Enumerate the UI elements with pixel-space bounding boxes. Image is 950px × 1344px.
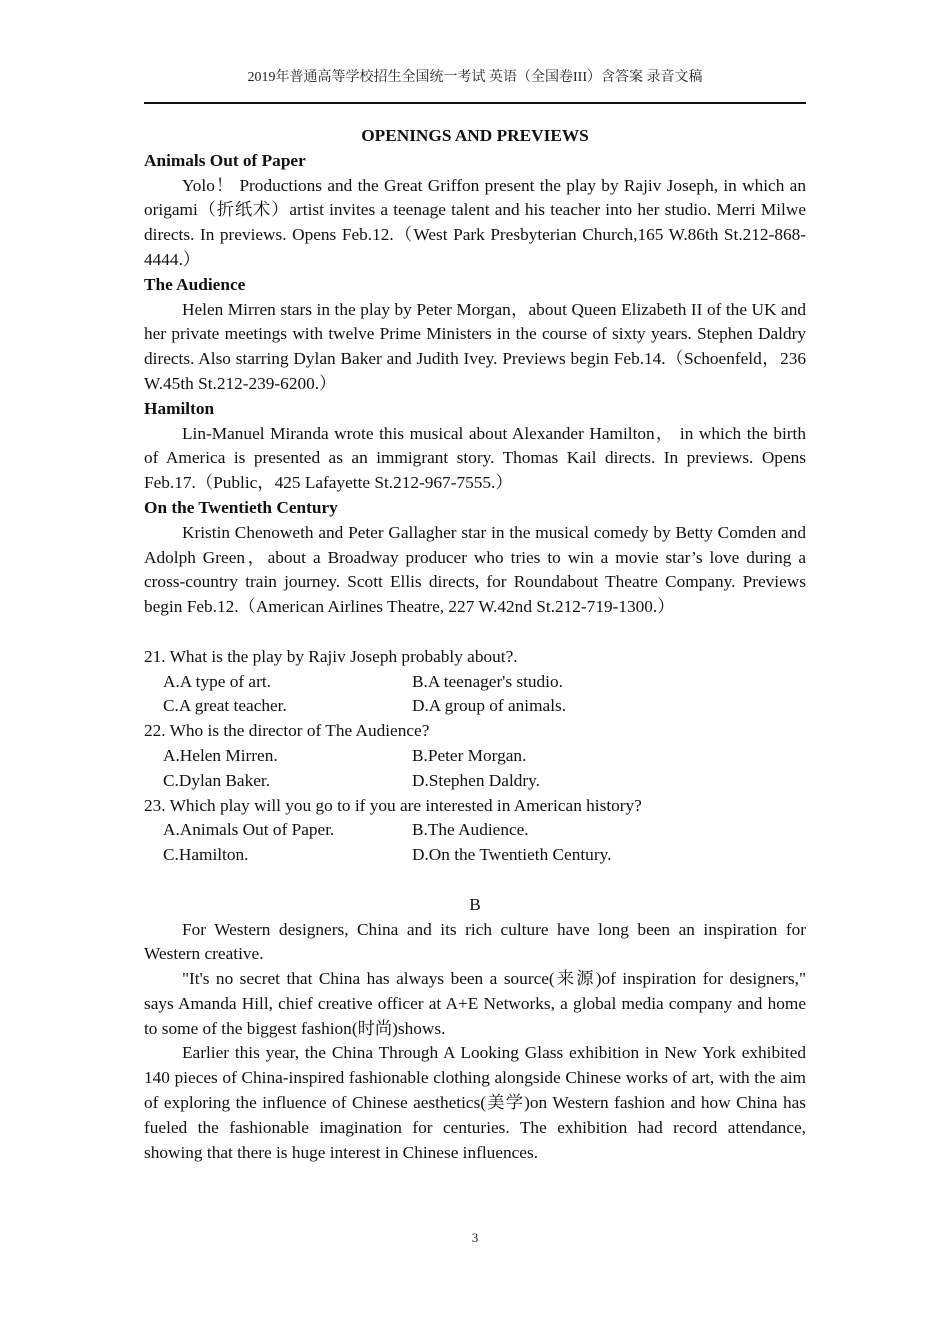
question-stem: 21. What is the play by Rajiv Joseph probably about?. [144, 646, 518, 666]
option-row [144, 694, 806, 719]
play-description: Helen Mirren stars in the play by Peter Morgan，about Queen Elizabeth II of the UK and her private meetings with twelve Prime Ministers in the course of sixty years. Stephen Daldry directs. Also starring Dylan Baker and Judith Ivey. Previews begin Feb.14.（Schoenfeld，236 W.45th St.212-239-6200.） [144, 299, 806, 393]
answer-option: D.Stephen Daldry. [412, 770, 540, 790]
option-row [144, 843, 806, 868]
question-stem: 22. Who is the director of The Audience? [144, 721, 430, 741]
answer-option: B.A teenager's studio. [412, 671, 563, 691]
article-paragraph: "It's no secret that China has always been a source(来源)of inspiration for designers," says Amanda Hill, chief creative officer at A+E Networks, a global media company and home to some of the biggest fashion(时尚)shows. [144, 969, 806, 1038]
answer-option: C.A great teacher. [163, 696, 287, 716]
play-description: Kristin Chenoweth and Peter Gallagher star in the musical comedy by Betty Comden and Adolph Green，about a Broadway producer who tries to win a movie star’s love during a cross-country train journey. Scott Ellis directs, for Roundabout Theatre Company. Previews begin Feb.12.（American Airlines Theatre, 227 W.42nd St.212-719-1300.） [144, 522, 806, 617]
blank-line [144, 868, 806, 893]
answer-option: A.Animals Out of Paper. [163, 820, 335, 840]
answer-option: B.Peter Morgan. [412, 745, 527, 765]
answer-option: D.A group of animals. [412, 696, 567, 716]
part-label: B [469, 894, 481, 914]
answer-option: A.Helen Mirren. [163, 745, 278, 765]
option-row [144, 769, 806, 794]
play-description: Yolo！ Productions and the Great Griffon present the play by Rajiv Joseph, in which an origami（折纸术）artist invites a teenage talent and his teacher into her studio. Merri Milwe directs. In previews. Opens Feb.12.（West Park Presbyterian Church,165 W.86th St.212-868-4444.） [144, 175, 806, 269]
option-row [144, 744, 806, 769]
answer-option: C.Dylan Baker. [163, 770, 271, 790]
answer-option: A.A type of art. [163, 671, 271, 691]
play-title: The Audience [144, 274, 246, 294]
page-header: 2019年普通高等学校招生全国统一考试 英语（全国卷III）含答案 录音文稿 [247, 70, 703, 85]
question-stem: 23. Which play will you go to if you are interested in American history? [144, 795, 642, 815]
article-paragraph: For Western designers, China and its rich culture have long been an inspiration for Western creative. [144, 919, 806, 964]
blank-line [144, 620, 806, 645]
play-title: On the Twentieth Century [144, 497, 338, 517]
play-title: Hamilton [144, 398, 215, 418]
article-paragraph: Earlier this year, the China Through A Looking Glass exhibition in New York exhibited 140 pieces of China-inspired fashionable clothing alongside Chinese works of art, with the aim of exploring the influence of Chinese aesthetics(美学)on Western fashion and how China has fueled the fashionable imagination for centuries. The exhibition had record attendance, showing that there is huge interest in Chinese influences. [144, 1043, 806, 1162]
document-body [144, 124, 806, 1165]
option-row [144, 670, 806, 695]
header-divider [144, 102, 806, 104]
answer-option: C.Hamilton. [163, 845, 249, 865]
answer-option: D.On the Twentieth Century. [412, 845, 612, 865]
play-description: Lin-Manuel Miranda wrote this musical about Alexander Hamilton， in which the birth of America is presented as an immigrant story. Thomas Kail directs. In previews. Opens Feb.17.（Public，425 Lafayette St.212-967-7555.） [144, 423, 806, 493]
answer-option: B.The Audience. [412, 820, 529, 840]
section-heading: OPENINGS AND PREVIEWS [361, 126, 589, 145]
option-row [144, 818, 806, 843]
page-number: 3 [471, 1230, 479, 1245]
play-title: Animals Out of Paper [144, 150, 306, 170]
